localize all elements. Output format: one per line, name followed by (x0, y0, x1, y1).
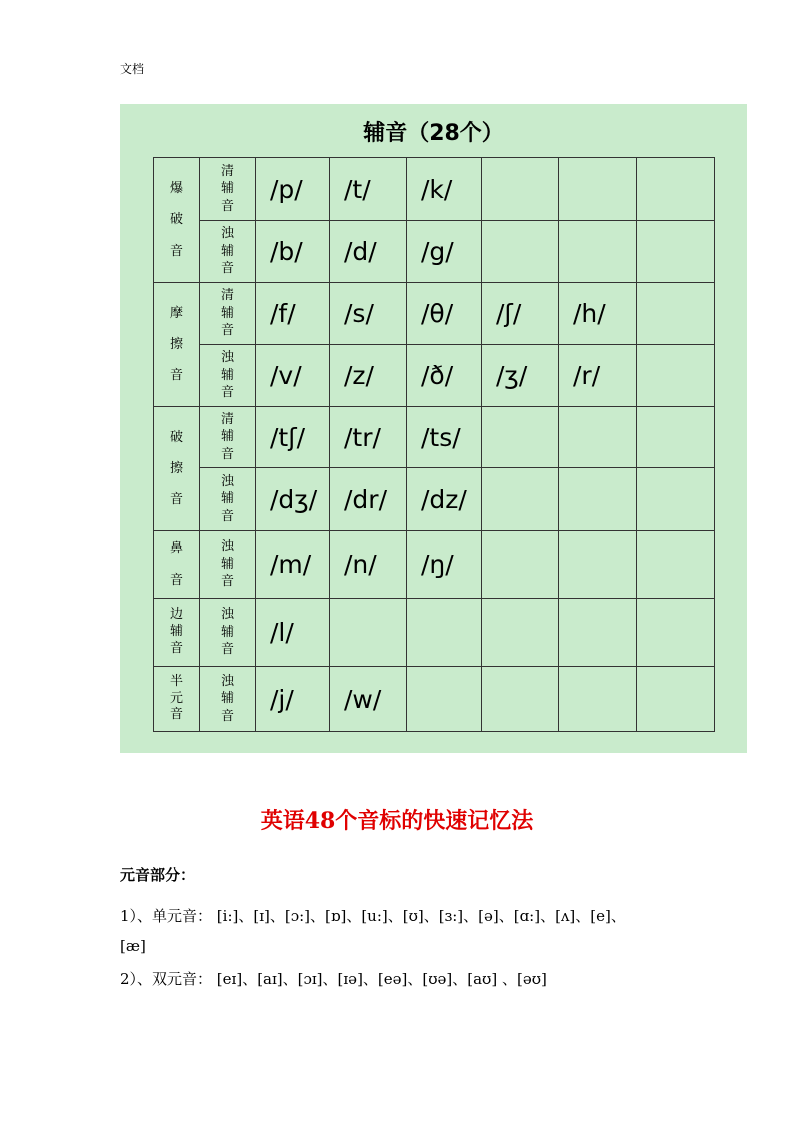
phoneme-cell: /tr/ (330, 407, 407, 468)
phoneme-cell: /r/ (559, 345, 637, 407)
subtype-label: 浊 辅 音 (220, 473, 234, 524)
phoneme-cell (559, 221, 637, 283)
consonant-table (153, 157, 715, 732)
phoneme-cell: /b/ (256, 221, 330, 283)
phoneme-cell (482, 531, 559, 599)
subtype-label: 清 辅 音 (220, 411, 234, 462)
category-label: 爆 破 音 (169, 181, 183, 259)
table-row (154, 599, 715, 667)
phoneme-cell (482, 468, 559, 531)
phoneme-cell: /l/ (256, 599, 330, 667)
phoneme-cell: /w/ (330, 667, 407, 732)
subtype-cell (200, 283, 256, 345)
table-row (154, 283, 715, 345)
monophthong-line: 1）、单元音： [i:]、[ɪ]、[ɔ:]、[ɒ]、[u:]、[ʊ]、[ɜ:]、[ə]、[ɑ:]、[ʌ]、[e]、 (120, 907, 626, 925)
phoneme-cell: /ð/ (407, 345, 482, 407)
phoneme-cell (330, 599, 407, 667)
phoneme-cell: /ŋ/ (407, 531, 482, 599)
panel-title: 辅音（28个） (363, 121, 504, 146)
phoneme-cell (637, 158, 715, 221)
category-label: 边 辅 音 (169, 607, 183, 656)
subtype-label: 浊 辅 音 (220, 607, 234, 658)
category-cell (154, 667, 200, 732)
table-row (154, 158, 715, 221)
phoneme-cell: /g/ (407, 221, 482, 283)
table-row (154, 407, 715, 468)
phoneme-cell: /θ/ (407, 283, 482, 345)
subtype-label: 浊 辅 音 (220, 350, 234, 401)
phoneme-cell (637, 599, 715, 667)
phoneme-cell: /f/ (256, 283, 330, 345)
phoneme-cell: /dʒ/ (256, 468, 330, 531)
phoneme-cell (482, 221, 559, 283)
category-cell (154, 531, 200, 599)
subtype-label: 浊 辅 音 (220, 226, 234, 277)
phoneme-cell: /n/ (330, 531, 407, 599)
phoneme-cell: /p/ (256, 158, 330, 221)
phoneme-cell: /tʃ/ (256, 407, 330, 468)
phoneme-cell (559, 468, 637, 531)
phoneme-cell: /ʃ/ (482, 283, 559, 345)
monophthong-line-cont: [æ] (120, 937, 146, 955)
subtype-cell (200, 468, 256, 531)
subtype-cell (200, 531, 256, 599)
phoneme-cell: /dr/ (330, 468, 407, 531)
phoneme-cell: /z/ (330, 345, 407, 407)
phoneme-cell (482, 599, 559, 667)
category-label: 半 元 音 (169, 673, 183, 723)
subtype-cell (200, 158, 256, 221)
phoneme-cell (637, 667, 715, 732)
section-heading: 元音部分： (120, 866, 196, 884)
category-cell (154, 158, 200, 283)
subtype-label: 清 辅 音 (220, 288, 234, 339)
phoneme-cell: /ʒ/ (482, 345, 559, 407)
table-row (154, 667, 715, 732)
main-title: 英语48个音标的快速记忆法 (260, 808, 534, 834)
category-cell (154, 283, 200, 407)
phoneme-cell (559, 407, 637, 468)
category-label: 破 擦 音 (169, 429, 183, 508)
phoneme-cell: /v/ (256, 345, 330, 407)
diphthong-line: 2）、双元音： [eɪ]、[aɪ]、[ɔɪ]、[ɪə]、[eə]、[ʊə]、[aʊ] 、[əʊ] (120, 970, 547, 988)
phoneme-cell (637, 283, 715, 345)
subtype-label: 清 辅 音 (220, 163, 234, 214)
phoneme-cell: /m/ (256, 531, 330, 599)
subtype-cell (200, 345, 256, 407)
category-cell (154, 599, 200, 667)
category-cell (154, 407, 200, 531)
phoneme-cell (482, 158, 559, 221)
phoneme-cell (407, 667, 482, 732)
table-row (154, 345, 715, 407)
phoneme-cell: /ts/ (407, 407, 482, 468)
phoneme-cell: /d/ (330, 221, 407, 283)
phoneme-cell (559, 158, 637, 221)
phoneme-cell (559, 531, 637, 599)
phoneme-cell (407, 599, 482, 667)
phoneme-cell: /j/ (256, 667, 330, 732)
phoneme-cell (637, 407, 715, 468)
phoneme-cell (559, 599, 637, 667)
phoneme-cell (637, 531, 715, 599)
phoneme-cell: /s/ (330, 283, 407, 345)
phoneme-cell (482, 407, 559, 468)
category-label: 鼻 音 (169, 541, 183, 588)
phoneme-cell (637, 345, 715, 407)
table-row (154, 531, 715, 599)
subtype-label: 浊 辅 音 (220, 673, 234, 724)
phoneme-cell (637, 468, 715, 531)
table-row (154, 221, 715, 283)
table-row (154, 468, 715, 531)
subtype-cell (200, 599, 256, 667)
page-header: 文档 (120, 62, 145, 76)
phoneme-cell: /t/ (330, 158, 407, 221)
phoneme-cell (482, 667, 559, 732)
subtype-cell (200, 407, 256, 468)
subtype-label: 浊 辅 音 (220, 539, 234, 590)
phoneme-cell: /k/ (407, 158, 482, 221)
phoneme-cell: /h/ (559, 283, 637, 345)
phoneme-cell: /dz/ (407, 468, 482, 531)
category-label: 摩 擦 音 (169, 305, 183, 384)
phoneme-cell (637, 221, 715, 283)
consonant-panel (120, 104, 747, 753)
phoneme-cell (559, 667, 637, 732)
subtype-cell (200, 667, 256, 732)
subtype-cell (200, 221, 256, 283)
